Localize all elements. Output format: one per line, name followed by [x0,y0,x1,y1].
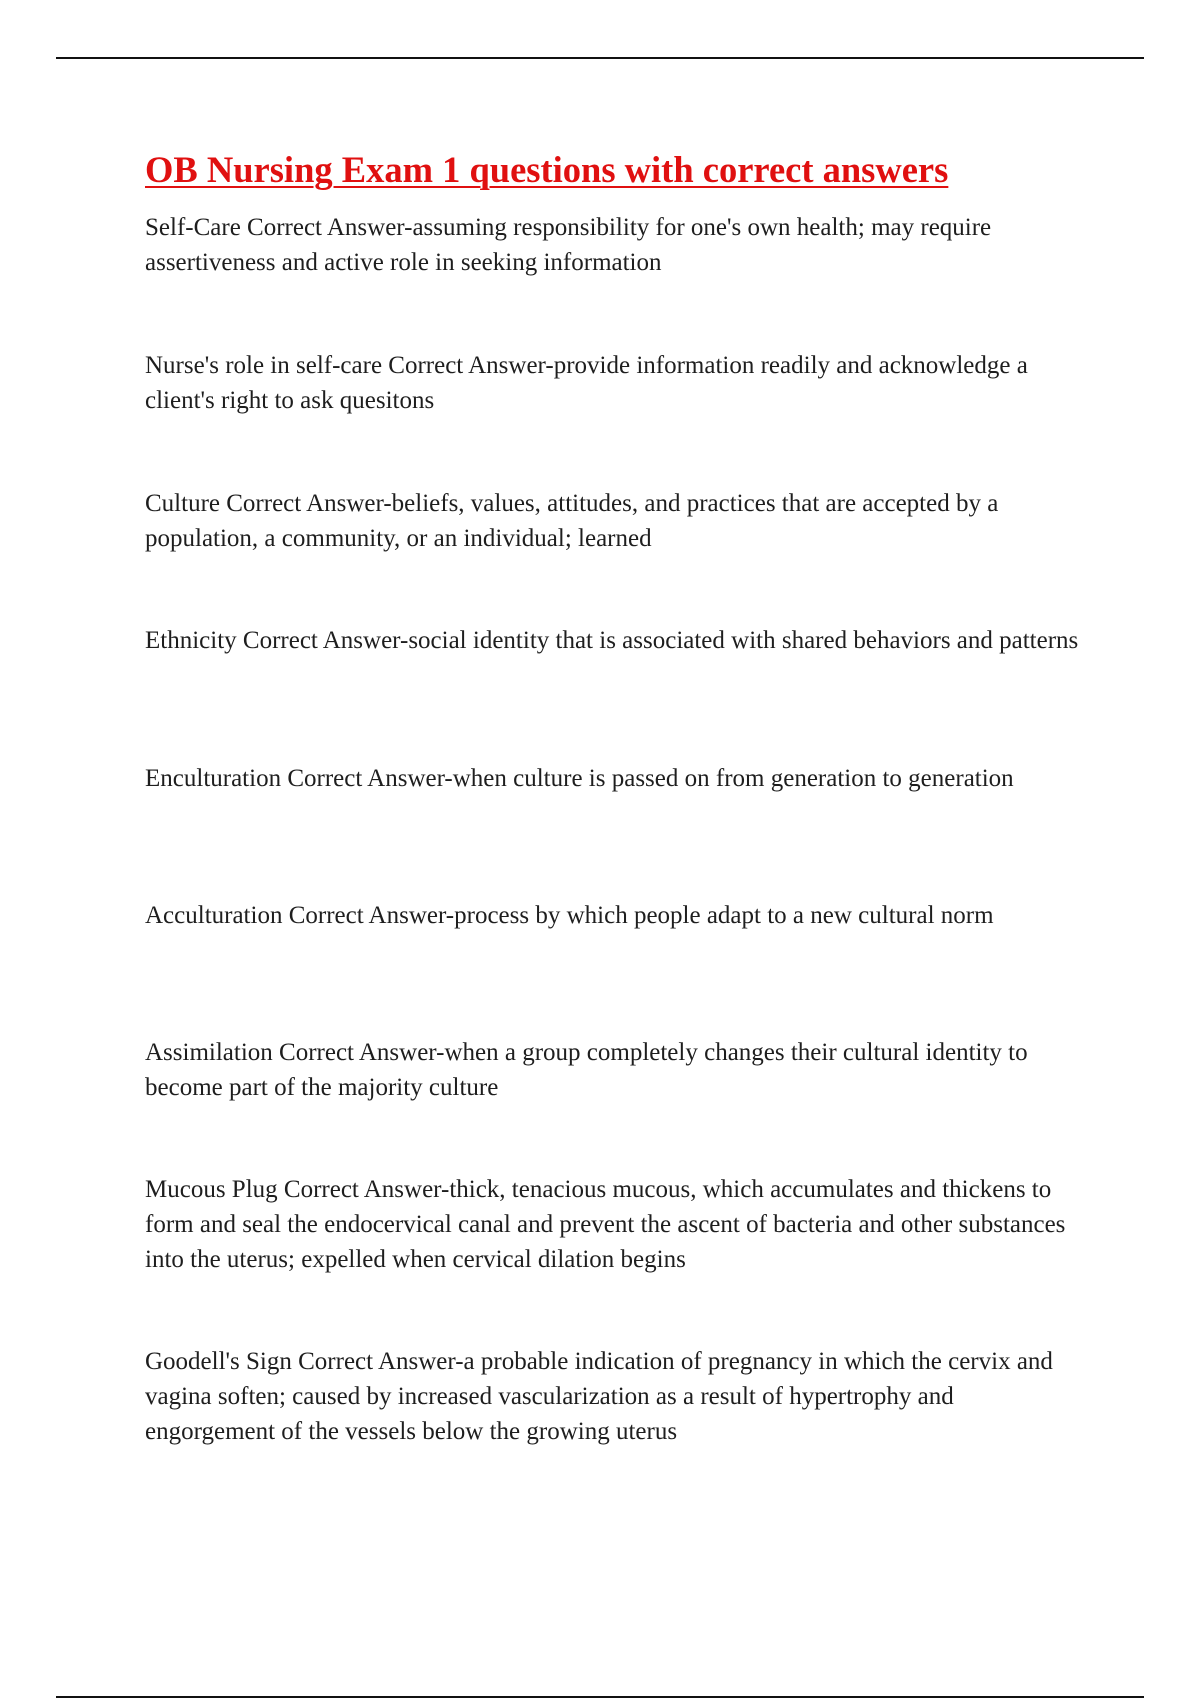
bottom-rule [56,1696,1144,1698]
qa-item-ethnicity: Ethnicity Correct Answer-social identity that is associated with shared behaviors and patterns [145,627,1079,654]
qa-item-mucous-plug: Mucous Plug Correct Answer-thick, tenacious mucous, which accumulates and thickens to form and seal the endocervical canal and prevent the ascent of bacteria and other substances into the uterus; expelled when cervical dilation begins [145,1176,1066,1273]
qa-item-self-care: Self-Care Correct Answer-assuming responsibility for one's own health; may require assertiveness and active role in seeking information [145,214,992,276]
top-rule [56,57,1144,59]
qa-item-nurse-role: Nurse's role in self-care Correct Answer-provide information readily and acknowledge a client's right to ask quesitons [145,352,1028,414]
qa-item-goodells-sign: Goodell's Sign Correct Answer-a probable indication of pregnancy in which the cervix and vagina soften; caused by increased vascularization as a result of hypertrophy and engorgement of the vessels below the growing uterus [145,1348,1053,1445]
qa-item-culture: Culture Correct Answer-beliefs, values, attitudes, and practices that are accepted by a population, a community, or an individual; learned [145,490,999,552]
qa-item-acculturation: Acculturation Correct Answer-process by which people adapt to a new cultural norm [145,902,994,929]
document-title: OB Nursing Exam 1 questions with correct answers [145,149,949,190]
qa-item-enculturation: Enculturation Correct Answer-when culture is passed on from generation to generation [145,765,1014,792]
qa-item-assimilation: Assimilation Correct Answer-when a group completely changes their cultural identity to become part of the majority culture [145,1039,1028,1101]
document-body [145,146,1085,1445]
